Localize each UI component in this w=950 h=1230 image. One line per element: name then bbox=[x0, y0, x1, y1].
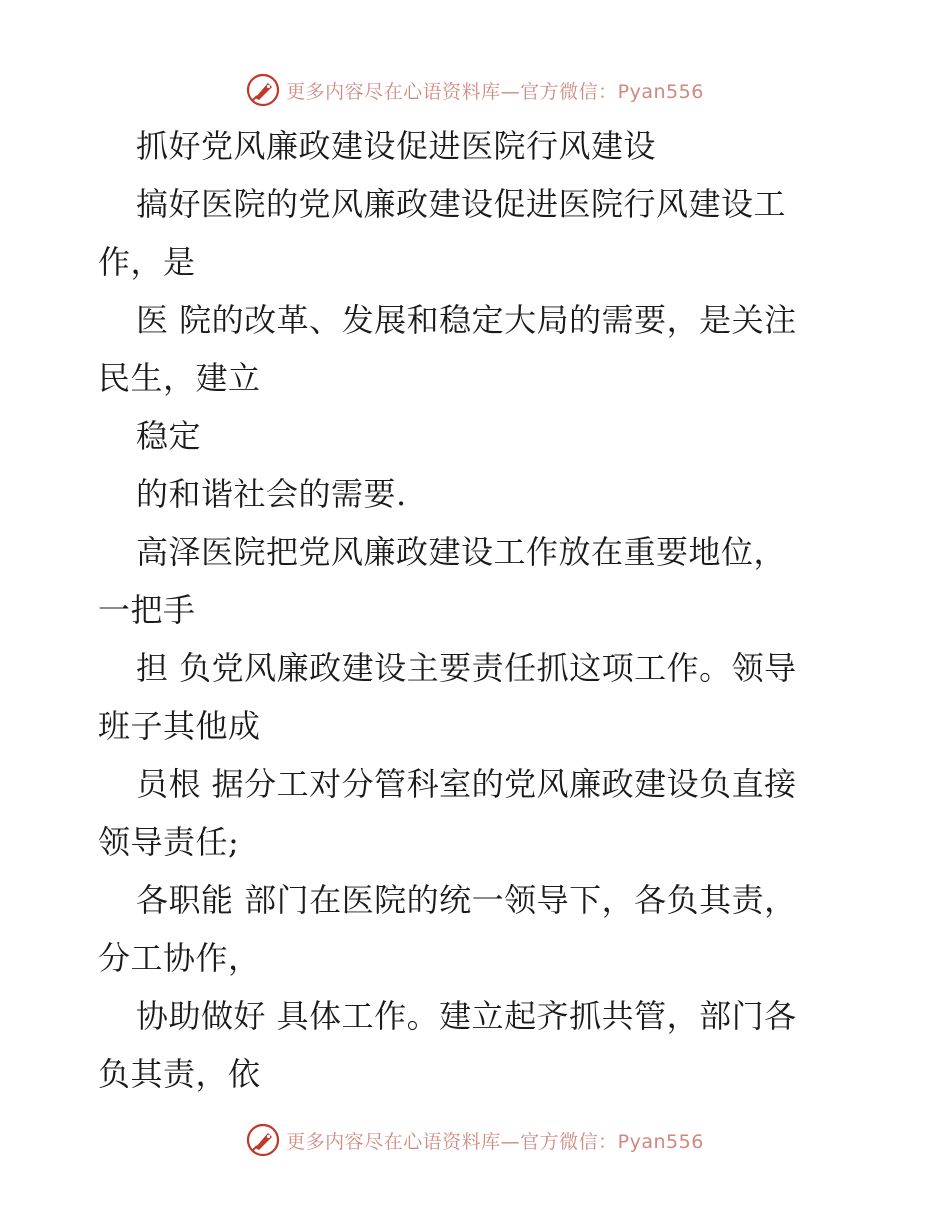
watermark-text: 更多内容尽在心语资料库—官方微信：Pyan556 bbox=[286, 80, 704, 103]
paragraph-line: 协助做好 具体工作。建立起齐抓共管，部门各 bbox=[136, 997, 797, 1035]
paragraph-line: 担 负党风廉政建设主要责任抓这项工作。领导 bbox=[136, 649, 797, 687]
header-watermark bbox=[0, 70, 950, 110]
paragraph-line: 领导责任; bbox=[98, 823, 240, 861]
paragraph-line: 负其责，依 bbox=[98, 1055, 261, 1093]
paragraph-line: 的和谐社会的需要. bbox=[136, 475, 407, 513]
paragraph-line: 稳定 bbox=[136, 417, 202, 455]
pen-nib-icon bbox=[246, 1123, 280, 1157]
paragraph-line: 搞好医院的党风廉政建设促进医院行风建设工 bbox=[136, 185, 787, 223]
footer-watermark bbox=[0, 1120, 950, 1160]
paragraph-line: 抓好党风廉政建设促进医院行风建设 bbox=[136, 127, 657, 165]
paragraph-line: 班子其他成 bbox=[98, 707, 261, 745]
paragraph-line: 各职能 部门在医院的统一领导下，各负其责， bbox=[136, 881, 797, 919]
paragraph-line: 员根 据分工对分管科室的党风廉政建设负直接 bbox=[136, 765, 797, 803]
paragraph-line: 作，是 bbox=[98, 243, 196, 281]
watermark-text: 更多内容尽在心语资料库—官方微信：Pyan556 bbox=[286, 1130, 704, 1153]
paragraph-line: 分工协作， bbox=[98, 939, 261, 977]
paragraph-line: 高泽医院把党风廉政建设工作放在重要地位， bbox=[136, 533, 787, 571]
paragraph-line: 一把手 bbox=[98, 591, 196, 629]
paragraph-line: 医 院的改革、发展和稳定大局的需要，是关注 bbox=[136, 301, 797, 339]
pen-nib-icon bbox=[246, 73, 280, 107]
document-body bbox=[98, 117, 838, 1103]
paragraph-line: 民生，建立 bbox=[98, 359, 261, 397]
